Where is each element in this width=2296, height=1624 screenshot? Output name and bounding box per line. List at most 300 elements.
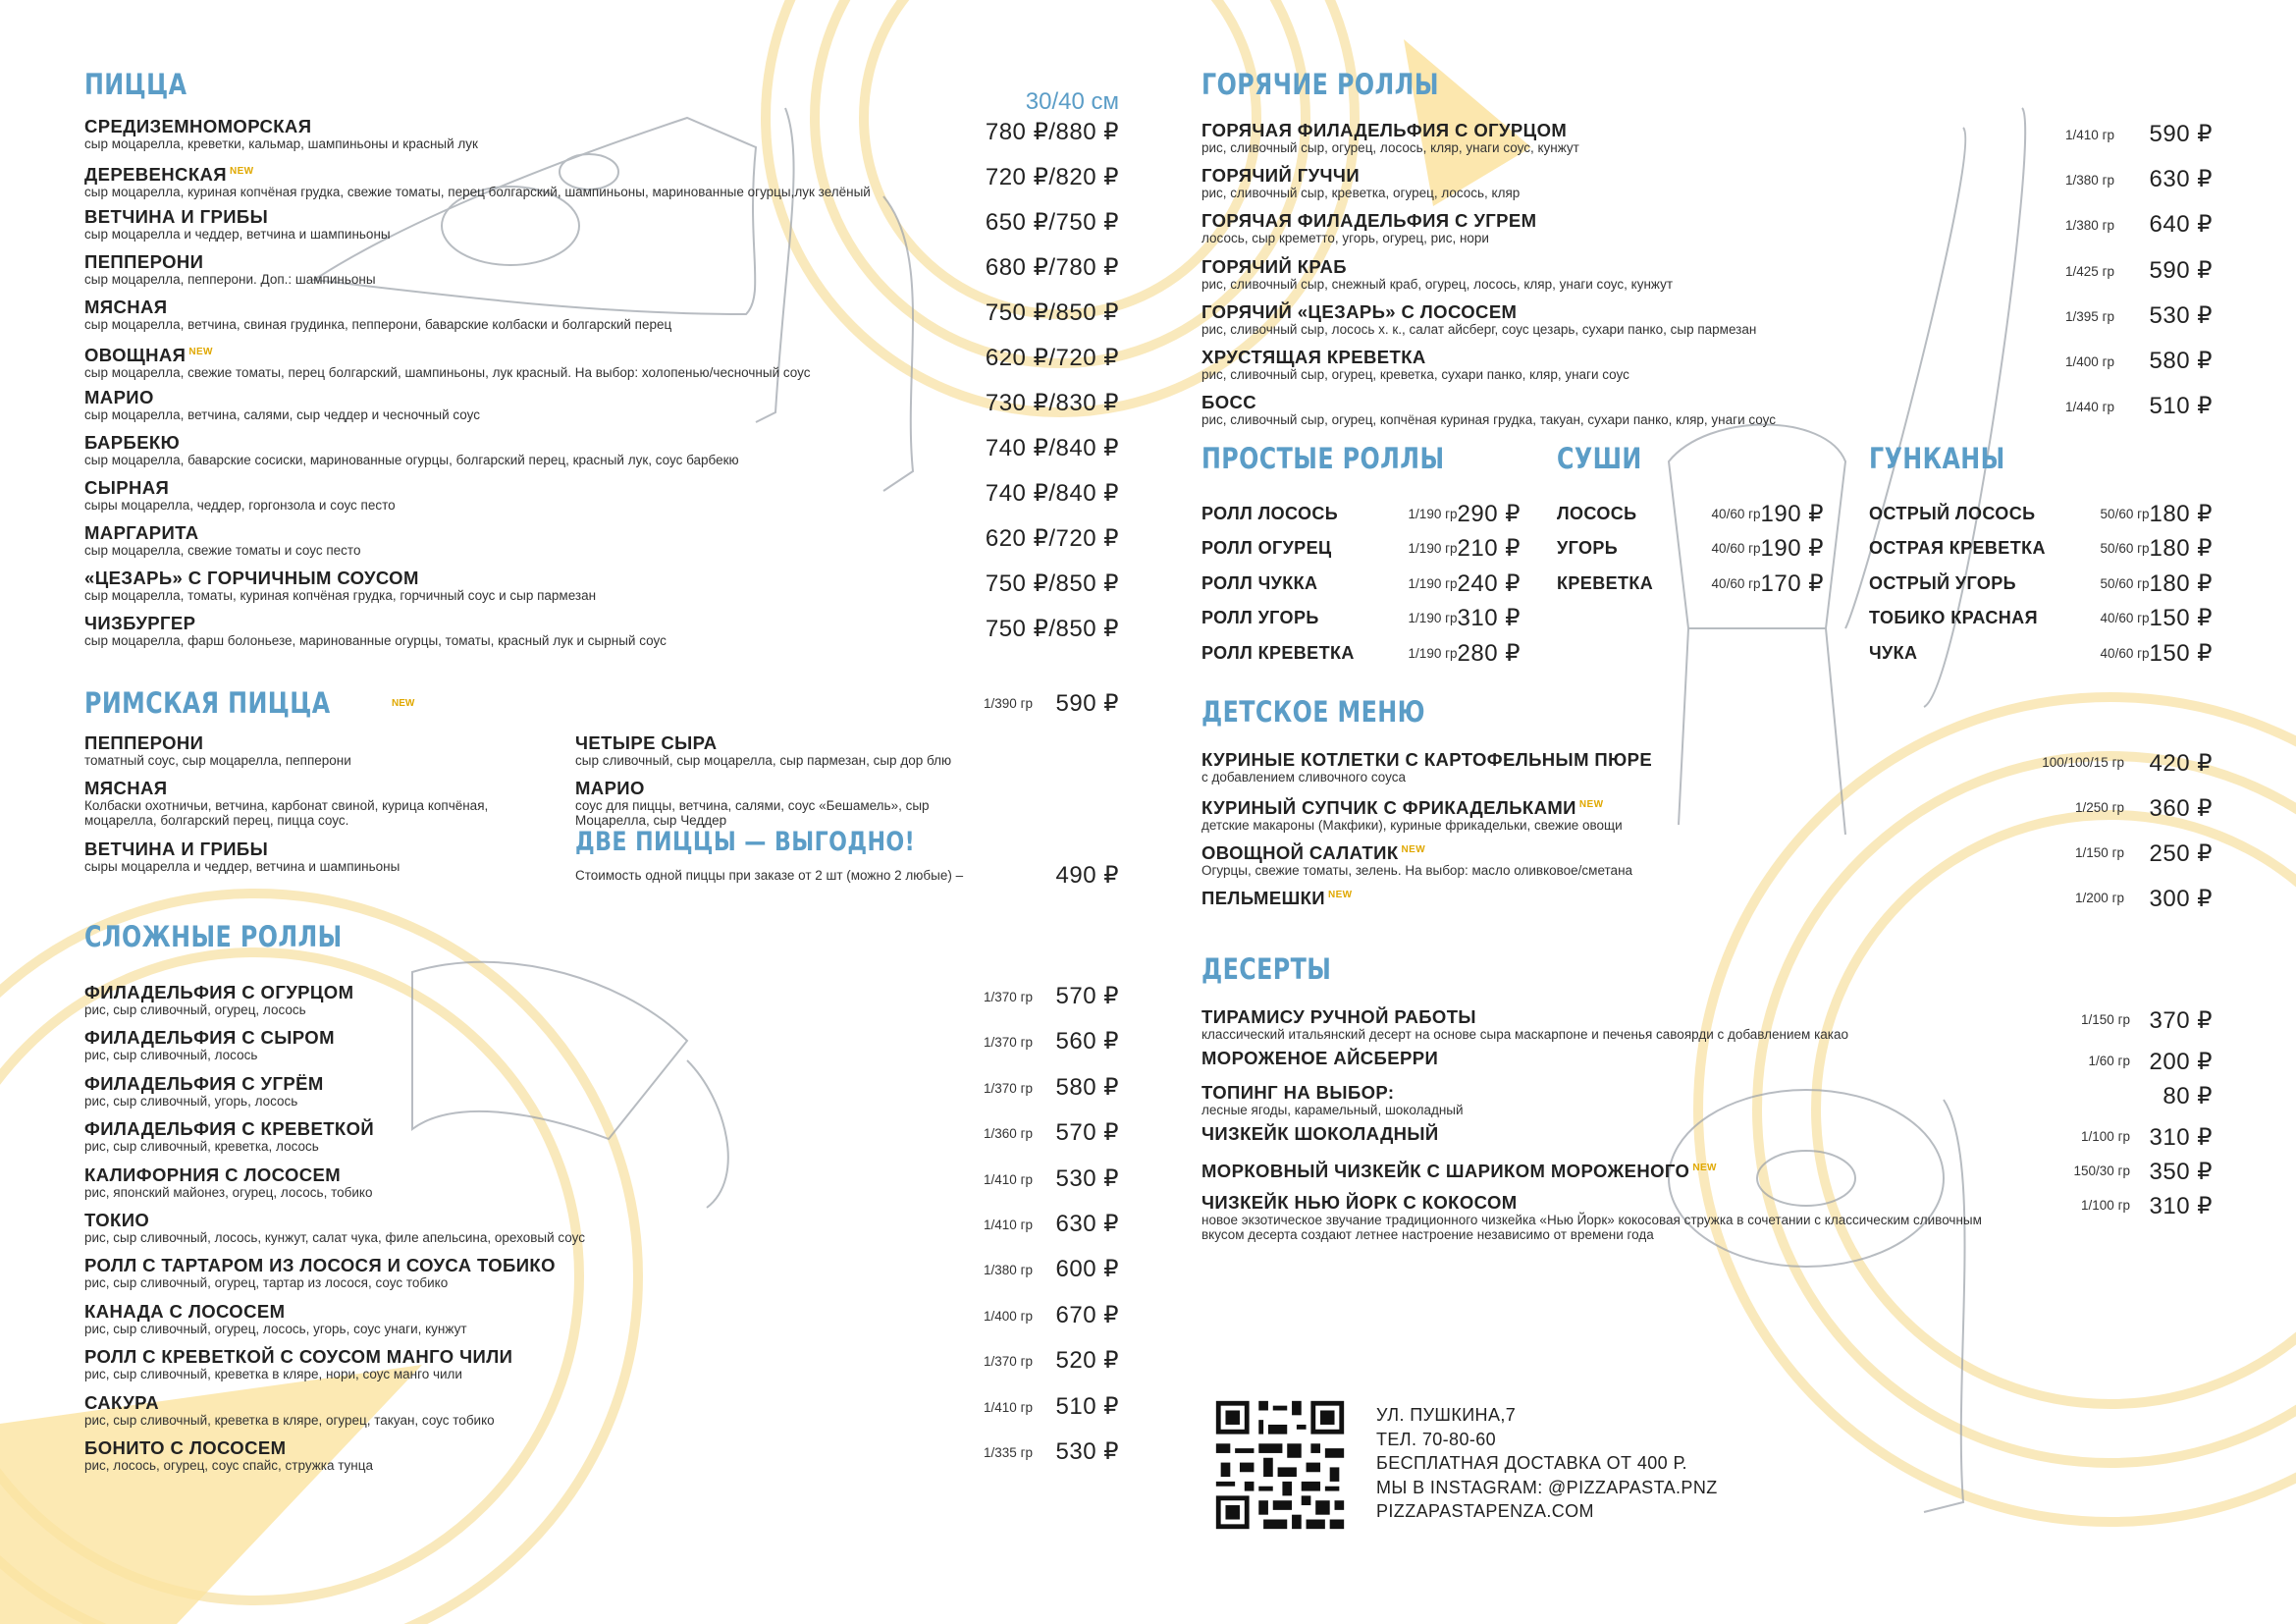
item-name-text: ГОРЯЧИЙ ГУЧЧИ <box>1201 165 1361 187</box>
item-desc: лосось, сыр креметто, угорь, огурец, рис, нори <box>1201 231 1489 246</box>
small-rolls-block <box>1201 442 2213 690</box>
item-name <box>84 297 923 317</box>
section-title-complex-rolls: СЛОЖНЫЕ РОЛЛЫ <box>84 920 343 953</box>
list-item: МАРИО соус для пиццы, ветчина, салями, соус «Бешамель», сыр Моцарелла, сыр Чеддер <box>575 778 930 828</box>
item-name <box>1557 573 1712 594</box>
item-name-text: «ЦЕЗАРЬ» С ГОРЧИЧНЫМ СОУСОМ <box>84 568 419 588</box>
item-weight: 1/425 гр <box>2065 263 2114 279</box>
section-title-hot-rolls: ГОРЯЧИЕ РОЛЛЫ <box>1201 68 1439 101</box>
item-price: 310 ₽ <box>2149 1193 2213 1220</box>
item-info <box>84 297 923 332</box>
menu-item <box>1201 1006 2213 1048</box>
gunkan-list <box>1869 496 2213 671</box>
item-name-text: ГОРЯЧАЯ ФИЛАДЕЛЬФИЯ С УГРЕМ <box>1201 210 1537 232</box>
item-info <box>1201 538 1409 559</box>
item-desc: рис, сыр сливочный, угорь, лосось <box>84 1093 298 1109</box>
item-info <box>1869 504 2101 524</box>
delivery-info: БЕСПЛАТНАЯ ДОСТАВКА ОТ 400 Р. <box>1376 1453 1687 1473</box>
item-weight: 1/370 гр <box>984 990 1033 1004</box>
item-name-text: РОЛЛ УГОРЬ <box>1201 608 1319 628</box>
item-info <box>84 477 923 513</box>
item-info <box>1201 749 1987 785</box>
menu-item <box>84 251 1119 297</box>
item-name-text: МОРКОВНЫЙ ЧИЗКЕЙК С ШАРИКОМ МОРОЖЕНОГО <box>1201 1161 1690 1182</box>
menu-item <box>84 116 1119 161</box>
item-price: 360 ₽ <box>2149 795 2213 823</box>
item-weight: 1/190 гр <box>1408 541 1458 557</box>
item-price: 510 ₽ <box>1055 1392 1119 1420</box>
item-price: 190 ₽ <box>1760 535 1824 563</box>
item-weight: 1/190 гр <box>1408 645 1458 661</box>
item-name <box>84 1164 925 1185</box>
item-info <box>84 1027 925 1062</box>
item-name <box>84 1301 925 1322</box>
item-weight: 1/370 гр <box>984 1035 1033 1051</box>
instagram-link[interactable]: МЫ В INSTAGRAM: @PIZZAPASTA.PNZ <box>1376 1477 1718 1497</box>
item-name-text: КАНАДА С ЛОСОСЕМ <box>84 1300 286 1322</box>
item-price: 680 ₽/780 ₽ <box>985 254 1119 281</box>
item-price: 620 ₽/720 ₽ <box>985 345 1119 371</box>
right-column <box>1201 68 2213 1521</box>
item-weight: 1/60 гр <box>2088 1054 2130 1069</box>
item-name <box>1557 538 1712 559</box>
item-price: 530 ₽ <box>1055 1164 1119 1192</box>
menu-item <box>1201 120 2213 165</box>
item-info <box>1557 573 1712 594</box>
item-price: 600 ₽ <box>1055 1256 1119 1283</box>
menu-item <box>1201 1082 2213 1123</box>
menu-item <box>84 432 1119 477</box>
item-name <box>1201 392 2016 412</box>
item-info <box>84 613 923 648</box>
item-name-text: МОРОЖЕНОЕ АЙСБЕРРИ <box>1201 1048 1439 1069</box>
item-desc: рис, сыр сливочный, лосось <box>84 1048 258 1063</box>
item-name-text: КАЛИФОРНИЯ С ЛОСОСЕМ <box>84 1164 342 1185</box>
menu-item <box>1869 496 2213 531</box>
item-desc: с добавлением сливочного соуса <box>1201 770 1406 785</box>
item-price: 620 ₽/720 ₽ <box>985 525 1119 552</box>
complex-rolls-list <box>84 982 1119 1483</box>
left-column <box>84 68 1119 1483</box>
item-desc: рис, сливочный сыр, лосось х. к., салат айсберг, соус цезарь, сухари панко, сыр пармезан <box>1201 321 1757 337</box>
item-name <box>84 1392 925 1413</box>
item-name-text: ПЕЛЬМЕШКИ <box>1201 888 1325 909</box>
menu-item <box>1201 210 2213 255</box>
item-name <box>1201 538 1409 559</box>
new-badge: NEW <box>1578 799 1604 811</box>
item-weight: 1/380 гр <box>2065 218 2114 234</box>
item-name-text: СРЕДИЗЕМНОМОРСКАЯ <box>84 116 312 136</box>
item-price: 350 ₽ <box>2149 1159 2213 1186</box>
menu-item <box>84 982 1119 1027</box>
item-desc: сыр моцарелла, свежие томаты и соус песто <box>84 543 361 558</box>
item-name <box>1869 643 2101 664</box>
menu-item <box>1869 635 2213 671</box>
item-info <box>1201 1006 1983 1042</box>
item-price: 370 ₽ <box>2149 1007 2213 1035</box>
item-desc: сыр моцарелла, баварские сосиски, маринованные огурцы, болгарский перец, красный лук, соус барбекю <box>84 453 739 467</box>
item-weight: 1/380 гр <box>2065 173 2114 189</box>
menu-item <box>1201 749 2213 794</box>
item-price: 530 ₽ <box>2149 301 2213 329</box>
item-price: 210 ₽ <box>1457 535 1521 563</box>
item-desc: рис, сыр сливочный, креветка, лосось <box>84 1139 319 1155</box>
menu-item <box>1201 347 2213 392</box>
item-weight: 1/395 гр <box>2065 308 2114 324</box>
hot-rolls-header <box>1201 68 2213 120</box>
item-name <box>1201 1192 1983 1213</box>
menu-item <box>1869 566 2213 601</box>
item-weight: 1/360 гр <box>984 1126 1033 1142</box>
promo-block <box>575 829 1119 890</box>
item-name-text: ОВОЩНАЯ <box>84 345 187 366</box>
item-name <box>84 1437 925 1458</box>
menu-item <box>1201 165 2213 210</box>
item-price: 590 ₽ <box>2149 256 2213 284</box>
item-name <box>1201 120 2016 140</box>
item-info <box>84 1255 925 1290</box>
item-name-text: ФИЛАДЕЛЬФИЯ С УГРЁМ <box>84 1072 324 1094</box>
item-name-text: САКУРА <box>84 1391 159 1413</box>
item-price: 180 ₽ <box>2149 500 2213 527</box>
item-name <box>1201 643 1409 664</box>
kids-header <box>1201 695 2213 749</box>
item-name <box>84 387 923 407</box>
item-price: 560 ₽ <box>1055 1028 1119 1056</box>
menu-item <box>84 1437 1119 1483</box>
item-name <box>84 1346 925 1367</box>
phone[interactable]: ТЕЛ. 70-80-60 <box>1376 1429 1497 1449</box>
item-info <box>1201 573 1409 594</box>
item-info <box>1201 392 2016 427</box>
menu-item <box>84 297 1119 342</box>
item-price: 190 ₽ <box>1760 500 1824 527</box>
item-name-text: ОСТРЫЙ УГОРЬ <box>1869 572 2017 593</box>
item-weight: 1/100 гр <box>2081 1198 2130 1214</box>
item-info <box>1201 794 1987 833</box>
menu-item <box>84 206 1119 251</box>
item-info <box>84 982 925 1017</box>
item-info <box>84 387 923 422</box>
item-price: 650 ₽/750 ₽ <box>985 209 1119 236</box>
item-price: 730 ₽/830 ₽ <box>985 390 1119 416</box>
item-name <box>1201 608 1409 628</box>
menu-item <box>84 1073 1119 1118</box>
item-info <box>1201 839 1987 878</box>
item-price: 200 ₽ <box>2149 1049 2213 1076</box>
new-badge: NEW <box>392 698 415 710</box>
item-name <box>1201 885 1987 908</box>
item-price: 150 ₽ <box>2149 605 2213 632</box>
item-desc: детские макароны (Макфики), куриные фрикадельки, свежие овощи <box>1201 818 1623 834</box>
item-name <box>1201 1082 1983 1103</box>
menu-item <box>1201 839 2213 885</box>
item-info <box>1201 347 2016 382</box>
item-price: 170 ₽ <box>1760 569 1824 597</box>
item-weight: 1/370 гр <box>984 1354 1033 1370</box>
item-name <box>1201 1006 1983 1027</box>
item-price: 570 ₽ <box>1055 1119 1119 1147</box>
item-name-text: МАРИО <box>84 387 154 407</box>
item-price: 310 ₽ <box>1457 605 1521 632</box>
list-item: ВЕТЧИНА И ГРИБЫ сыры моцарелла и чеддер, ветчина и шампиньоны <box>84 839 400 874</box>
item-name-text: ВЕТЧИНА И ГРИБЫ <box>84 206 269 227</box>
menu-item <box>84 1210 1119 1255</box>
item-desc: рис, сыр сливочный, креветка в кляре, огурец, такуан, соус тобико <box>84 1412 495 1428</box>
item-info <box>84 432 923 467</box>
item-info <box>1201 165 2016 200</box>
section-title-sushi: СУШИ <box>1557 442 1642 476</box>
item-weight: 1/400 гр <box>984 1308 1033 1324</box>
item-name <box>84 522 923 543</box>
item-info <box>1201 885 1987 908</box>
item-price: 180 ₽ <box>2149 569 2213 597</box>
item-price: 580 ₽ <box>2149 347 2213 374</box>
item-name-text: ЧИЗКЕЙК НЬЮ ЙОРК С КОКОСОМ <box>1201 1192 1518 1214</box>
menu-item <box>1557 496 1824 531</box>
item-weight: 40/60 гр <box>2100 611 2150 626</box>
item-name <box>1869 504 2101 524</box>
item-name <box>84 982 925 1002</box>
item-info <box>1869 608 2101 628</box>
item-name <box>1201 573 1409 594</box>
item-info <box>84 522 923 558</box>
item-weight: 50/60 гр <box>2100 506 2150 521</box>
item-name <box>1201 839 1987 863</box>
item-name <box>84 1073 925 1094</box>
item-name-text: ЧИЗБУРГЕР <box>84 613 196 633</box>
item-weight: 50/60 гр <box>2100 575 2150 591</box>
address: УЛ. ПУШКИНА,7 <box>1376 1405 1517 1425</box>
item-price: 580 ₽ <box>1055 1073 1119 1101</box>
item-name <box>1201 1048 1983 1068</box>
menu-item <box>1201 256 2213 301</box>
item-weight: 1/100 гр <box>2081 1129 2130 1145</box>
section-title-kids: ДЕТСКОЕ МЕНЮ <box>1201 695 1425 730</box>
menu-item <box>1201 301 2213 347</box>
item-name-text: ГОРЯЧИЙ КРАБ <box>1201 255 1348 277</box>
item-name <box>84 1210 925 1230</box>
kids-menu-list <box>1201 749 2213 930</box>
item-desc: рис, сыр сливочный, огурец, лосось, угорь, соус унаги, кунжут <box>84 1321 467 1336</box>
item-name-text: ТОБИКО КРАСНАЯ <box>1869 608 2038 628</box>
item-desc: рис, сливочный сыр, снежный краб, огурец, лосось, кляр, унаги соус, кунжут <box>1201 276 1674 292</box>
item-price: 240 ₽ <box>1457 569 1521 597</box>
item-desc: рис, сливочный сыр, огурец, копчёная куриная грудка, такуан, сухари панко, кляр, унаги соус <box>1201 412 1776 428</box>
item-price: 310 ₽ <box>2149 1124 2213 1152</box>
item-info <box>1201 1158 1983 1181</box>
new-badge: NEW <box>1401 844 1426 856</box>
item-name <box>1201 165 2016 186</box>
item-info <box>1201 504 1409 524</box>
gunkan <box>1869 442 2213 671</box>
item-name-text: УГОРЬ <box>1557 538 1619 559</box>
item-name-text: БАРБЕКЮ <box>84 432 181 453</box>
simple-rolls <box>1201 442 1521 671</box>
item-name <box>84 568 923 588</box>
item-name-text: РОЛЛ ЛОСОСЬ <box>1201 503 1339 523</box>
menu-item <box>84 1164 1119 1210</box>
item-name-text: ЛОСОСЬ <box>1557 503 1637 523</box>
item-name-text: ТОПИНГ НА ВЫБОР: <box>1201 1082 1395 1104</box>
item-desc: рис, сливочный сыр, огурец, лосось, кляр, унаги соус, кунжут <box>1201 140 1579 155</box>
item-name <box>1869 573 2101 594</box>
item-price: 630 ₽ <box>2149 166 2213 193</box>
item-name <box>84 161 923 185</box>
item-info <box>1869 573 2101 594</box>
menu-item <box>1201 392 2213 437</box>
item-name <box>84 477 923 498</box>
item-desc: сыр моцарелла и чеддер, ветчина и шампиньоны <box>84 227 391 242</box>
item-name <box>1201 504 1409 524</box>
item-weight: 1/440 гр <box>2065 400 2114 415</box>
complex-rolls-header <box>84 920 1119 982</box>
menu-item <box>1201 496 1521 531</box>
item-desc: рис, сыр сливочный, огурец, тартар из лосося, соус тобико <box>84 1275 449 1291</box>
item-info <box>1869 538 2101 559</box>
sushi <box>1557 442 1824 601</box>
item-info <box>1201 643 1409 664</box>
item-info <box>1557 504 1712 524</box>
new-badge: NEW <box>1327 890 1353 901</box>
item-desc: рис, сливочный сыр, креветка, огурец, лосось, кляр <box>1201 186 1521 201</box>
roman-price: 590 ₽ <box>1055 689 1119 717</box>
new-badge: NEW <box>1692 1163 1717 1174</box>
promo-price: 490 ₽ <box>1055 862 1119 889</box>
item-desc: рис, японский майонез, огурец, лосось, тобико <box>84 1184 373 1200</box>
item-name-text: ТИРАМИСУ РУЧНОЙ РАБОТЫ <box>1201 1006 1476 1028</box>
item-name <box>84 1255 925 1275</box>
item-weight: 1/150 гр <box>2081 1012 2130 1028</box>
contacts <box>1376 1403 1718 1524</box>
item-name <box>84 206 923 227</box>
item-info <box>1201 1048 1983 1068</box>
item-weight: 40/60 гр <box>1711 506 1761 521</box>
item-info <box>84 342 923 380</box>
item-weight: 40/60 гр <box>1711 541 1761 557</box>
item-info <box>1869 643 2101 664</box>
item-info <box>84 1437 925 1473</box>
menu-item <box>1557 531 1824 567</box>
item-desc: лесные ягоды, карамельный, шоколадный <box>1201 1103 1464 1118</box>
item-name <box>1201 301 2016 322</box>
item-weight: 1/250 гр <box>2075 800 2124 816</box>
item-price: 740 ₽/840 ₽ <box>985 480 1119 507</box>
item-price: 150 ₽ <box>2149 639 2213 667</box>
item-name <box>1869 538 2101 559</box>
item-price: 750 ₽/850 ₽ <box>985 299 1119 326</box>
item-weight: 1/410 гр <box>984 1171 1033 1187</box>
item-name-text: РОЛЛ ЧУККА <box>1201 572 1318 593</box>
menu-item <box>1201 794 2213 839</box>
section-title-roman: РИМСКАЯ ПИЦЦА <box>84 685 331 720</box>
sushi-list <box>1557 496 1824 601</box>
menu-item <box>1201 1123 2213 1158</box>
pizza-list <box>84 116 1119 658</box>
item-info <box>1201 120 2016 155</box>
item-price: 300 ₽ <box>2149 886 2213 913</box>
item-name <box>1201 749 1987 770</box>
item-price: 510 ₽ <box>2149 393 2213 420</box>
item-name-text: ГОРЯЧАЯ ФИЛАДЕЛЬФИЯ С ОГУРЦОМ <box>1201 120 1568 140</box>
item-info <box>1201 1123 1983 1144</box>
menu-item <box>84 568 1119 613</box>
item-name <box>84 251 923 272</box>
item-name-text: КУРИНЫЕ КОТЛЕТКИ С КАРТОФЕЛЬНЫМ ПЮРЕ <box>1201 749 1653 771</box>
item-name-text: КУРИНЫЙ СУПЧИК С ФРИКАДЕЛЬКАМИ <box>1201 797 1576 819</box>
qr-code-icon[interactable] <box>1211 1396 1349 1534</box>
item-weight: 1/400 гр <box>2065 353 2114 369</box>
item-price: 280 ₽ <box>1457 639 1521 667</box>
item-weight <box>1983 1082 2130 1088</box>
item-info <box>84 1210 925 1245</box>
item-name-text: ТОКИО <box>84 1209 150 1230</box>
item-weight: 1/370 гр <box>984 1080 1033 1096</box>
roman-header-row <box>84 674 1119 732</box>
item-info <box>1201 301 2016 337</box>
item-weight: 1/190 гр <box>1408 506 1458 521</box>
item-info <box>1201 210 2016 245</box>
item-name <box>1201 794 1987 818</box>
item-price: 420 ₽ <box>2149 750 2213 778</box>
promo-title: ДВЕ ПИЦЦЫ — ВЫГОДНО! <box>575 827 916 857</box>
item-price: 520 ₽ <box>1055 1347 1119 1375</box>
new-badge: NEW <box>229 166 254 177</box>
item-name-text: ЧУКА <box>1869 642 1918 663</box>
item-weight: 1/150 гр <box>2075 845 2124 861</box>
item-price: 670 ₽ <box>1055 1301 1119 1328</box>
section-title-pizza: ПИЦЦА <box>84 68 187 101</box>
item-price: 630 ₽ <box>1055 1210 1119 1237</box>
item-name-text: ХРУСТЯЩАЯ КРЕВЕТКА <box>1201 346 1426 367</box>
item-name <box>1201 1158 1983 1181</box>
website-link[interactable]: PIZZAPASTAPENZA.COM <box>1376 1501 1594 1521</box>
item-name-text: РОЛЛ С КРЕВЕТКОЙ С СОУСОМ МАНГО ЧИЛИ <box>84 1346 513 1368</box>
menu-item <box>84 613 1119 658</box>
item-name-text: ФИЛАДЕЛЬФИЯ С ОГУРЦОМ <box>84 982 354 1002</box>
menu-item <box>1557 566 1824 601</box>
menu-item <box>84 342 1119 387</box>
item-name-text: ОСТРАЯ КРЕВЕТКА <box>1869 538 2046 559</box>
item-name-text: РОЛЛ КРЕВЕТКА <box>1201 642 1355 663</box>
item-weight: 1/200 гр <box>2075 891 2124 906</box>
item-name-text: БОНИТО С ЛОСОСЕМ <box>84 1436 287 1458</box>
menu-item <box>1869 531 2213 567</box>
item-weight: 1/380 гр <box>984 1263 1033 1278</box>
item-name-text: ЧИЗКЕЙК ШОКОЛАДНЫЙ <box>1201 1123 1439 1145</box>
menu-item <box>84 1301 1119 1346</box>
item-price: 530 ₽ <box>1055 1437 1119 1465</box>
item-price: 740 ₽/840 ₽ <box>985 435 1119 461</box>
item-info <box>84 1073 925 1109</box>
item-name <box>84 116 923 136</box>
item-name-text: РОЛЛ ОГУРЕЦ <box>1201 538 1332 559</box>
item-name <box>1201 1123 1983 1144</box>
item-name <box>1201 347 2016 367</box>
item-price: 570 ₽ <box>1055 983 1119 1009</box>
item-name <box>84 613 923 633</box>
item-price: 640 ₽ <box>2149 211 2213 239</box>
promo-desc: Стоимость одной пиццы при заказе от 2 шт (можно 2 любые) – <box>575 868 964 883</box>
new-badge: NEW <box>188 347 213 357</box>
section-title-desserts: ДЕСЕРТЫ <box>1201 952 1332 987</box>
pizza-header <box>84 68 1119 116</box>
item-desc: рис, сливочный сыр, огурец, креветка, сухари панко, кляр, унаги соус <box>1201 366 1629 382</box>
item-info <box>84 206 923 242</box>
menu-item <box>84 1346 1119 1391</box>
item-price: 590 ₽ <box>2149 121 2213 147</box>
item-name <box>1869 608 2101 628</box>
